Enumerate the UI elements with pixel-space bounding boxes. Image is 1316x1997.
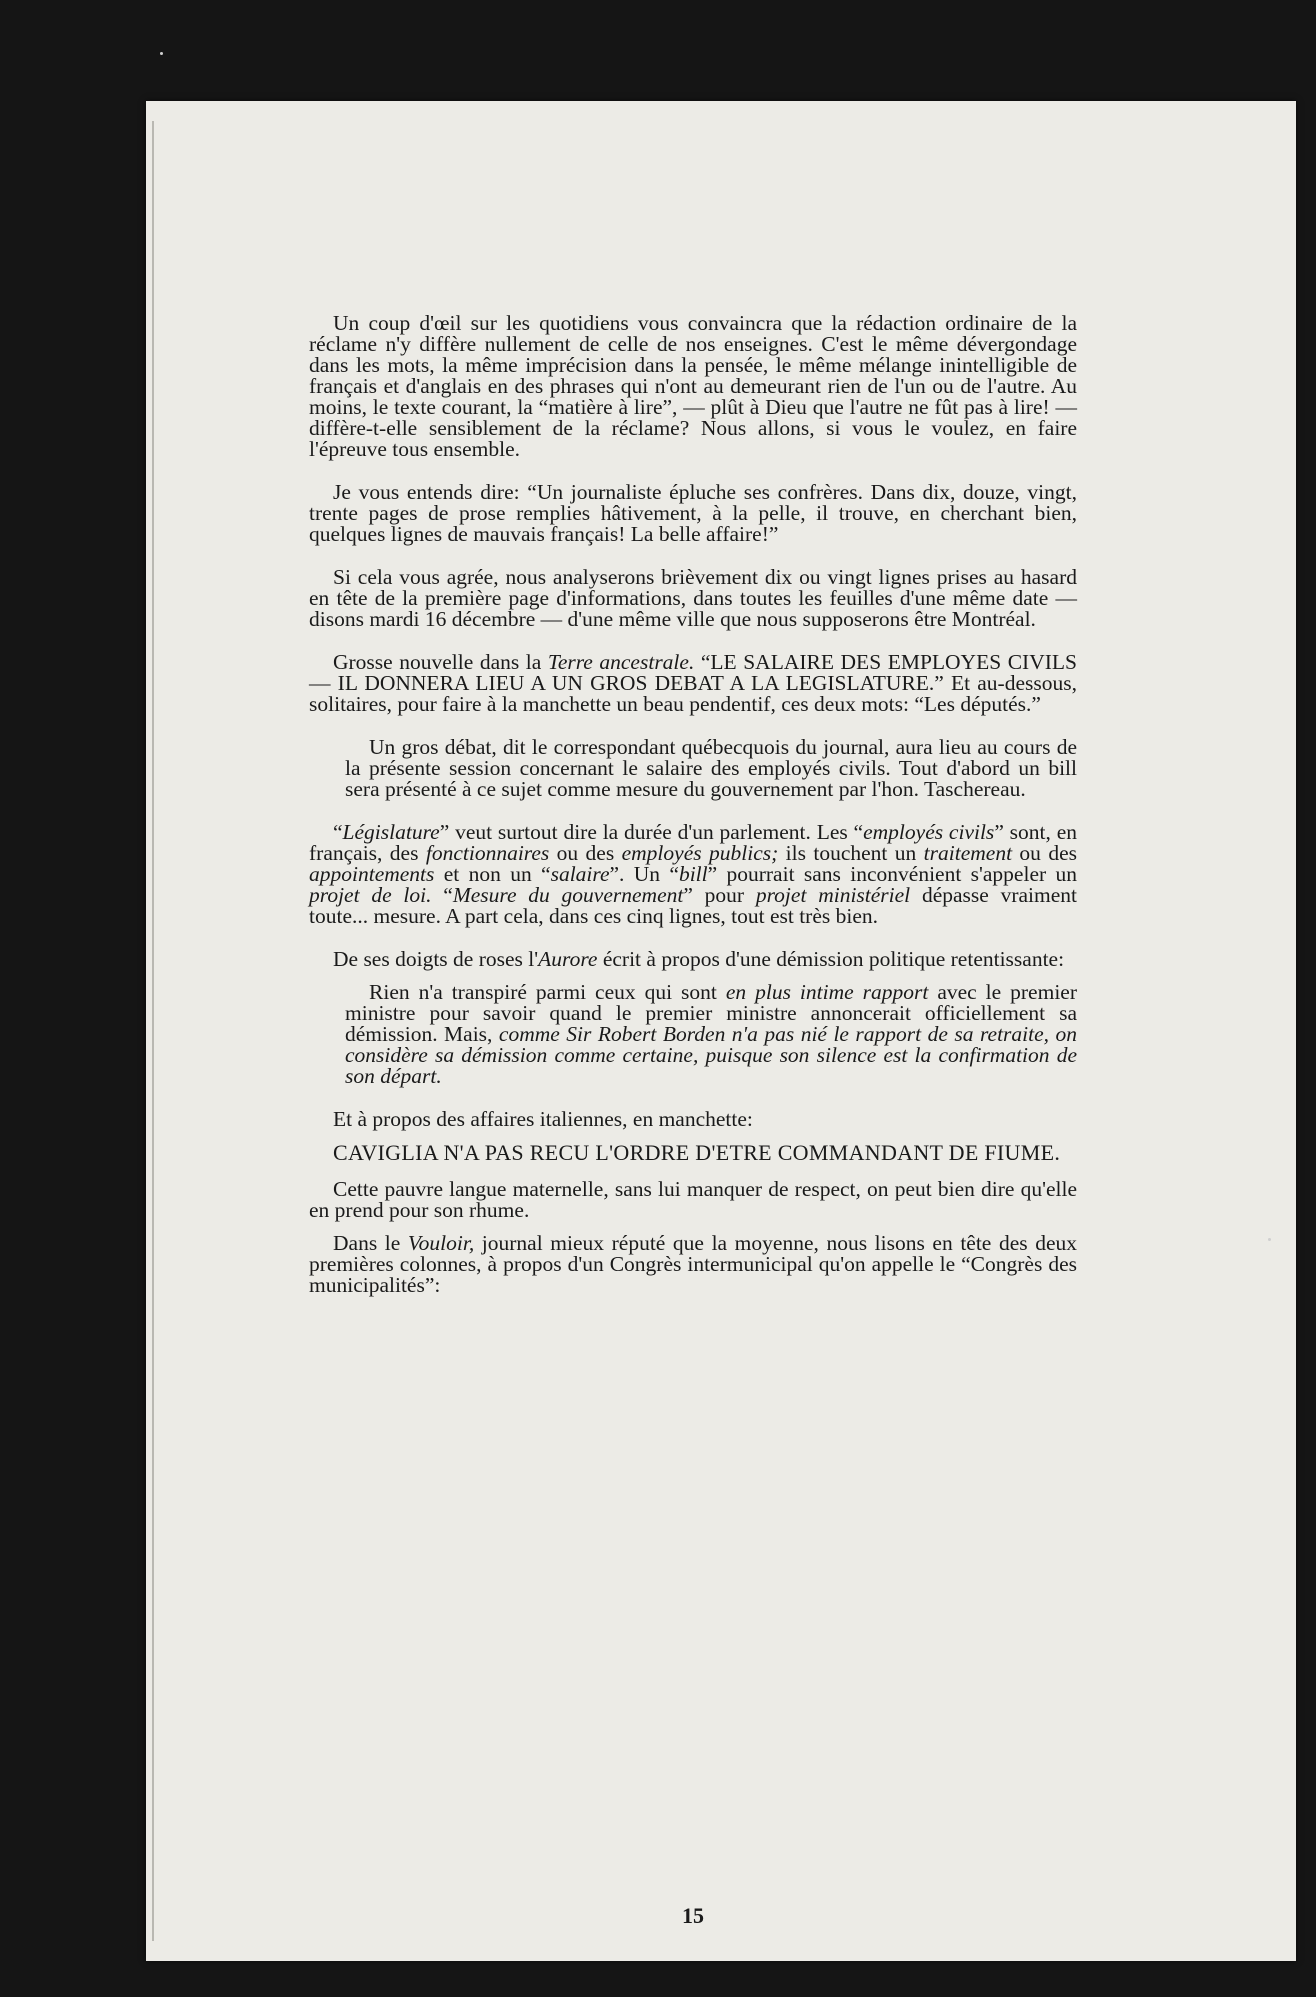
paragraph-4: Grosse nouvelle dans la Terre ancestrale. “LE SALAIRE DES EMPLOYES CIVILS — IL DONNERA LIEU A UN GROS DEBAT A LA LEGISLATURE.” Et au-dessous, solitaires, pour faire à la manchette un beau pendentif, ces deux mots: “Les députés.” — [309, 650, 1077, 716]
page-text — [309, 311, 1078, 1928]
paragraph-2: Je vous entends dire: “Un journaliste épluche ses confrères. Dans dix, douze, vingt, trente pages de prose remplies hâtivement, à la pelle, il trouve, en cherchant bien, quelques lignes de mauvais français! La belle affaire!” — [309, 480, 1077, 546]
paragraph-9: Dans le Vouloir, journal mieux réputé que la moyenne, nous lisons en tête des deux premières colonnes, à propos d'un Congrès intermunicipal qu'on appelle le “Congrès des municipalités”: — [309, 1231, 1077, 1297]
headline-quote: CAVIGLIA N'A PAS RECU L'ORDRE D'ETRE COMMANDANT DE FIUME. — [333, 1140, 1061, 1165]
paragraph-6: De ses doigts de roses l'Aurore écrit à propos d'une démission politique retentissante: — [333, 947, 1065, 971]
scan-speck — [160, 52, 163, 55]
paragraph-7: Et à propos des affaires italiennes, en manchette: — [333, 1107, 753, 1131]
paragraph-5: “Législature” veut surtout dire la durée d'un parlement. Les “employés civils” sont, en français, des fonctionnaires ou des employés publics; ils touchent un traitement ou des appointements et non un “salaire”. Un “bill” pourrait sans inconvénient s'appeler un projet de loi. “Mesure du gouvernement” pour projet ministériel dépasse vraiment toute... mesure. A part cela, dans ces cinq lignes, tout est très bien. — [309, 820, 1078, 928]
scan-speck — [1268, 1238, 1271, 1241]
page-number: 15 — [682, 1903, 704, 1928]
paragraph-3: Si cela vous agrée, nous analyserons brièvement dix ou vingt lignes prises au hasard en tête de la première page d'informations, dans toutes les feuilles d'une même date — disons mardi 16 décembre — d'une même ville que nous supposerons être Montréal. — [309, 565, 1077, 631]
paragraph-8: Cette pauvre langue maternelle, sans lui manquer de respect, on peut bien dire qu'elle en prend pour son rhume. — [309, 1177, 1077, 1222]
quote-1: Un gros débat, dit le correspondant québecquois du journal, aura lieu au cours de la présente session concernant le salaire des employés civils. Tout d'abord un bill sera présenté à ce sujet comme mesure du gouvernement par l'hon. Taschereau. — [345, 735, 1077, 801]
paragraph-1: Un coup d'œil sur les quotidiens vous convaincra que la rédaction ordinaire de la réclame n'y diffère nullement de celle de nos enseignes. C'est le même dévergondage dans les mots, la même imprécision dans la pensée, le même mélange inintelligible de français et d'anglais en des phrases qui n'ont au demeurant rien de l'un ou de l'autre. Au moins, le texte courant, la “matière à lire”, — plût à Dieu que l'autre ne fût pas à lire! — diffère-t-elle sensiblement de la réclame? Nous allons, si vous le voulez, en faire l'épreuve tous ensemble. — [309, 311, 1077, 461]
book-page — [146, 101, 1296, 1961]
quote-2: Rien n'a transpiré parmi ceux qui sont en plus intime rapport avec le premier ministre pour savoir quand le premier ministre annoncerait officiellement sa démission. Mais, comme Sir Robert Borden n'a pas nié le rapport de sa retraite, on considère sa démission comme certaine, puisque son silence est la confirmation de son départ. — [345, 980, 1078, 1088]
